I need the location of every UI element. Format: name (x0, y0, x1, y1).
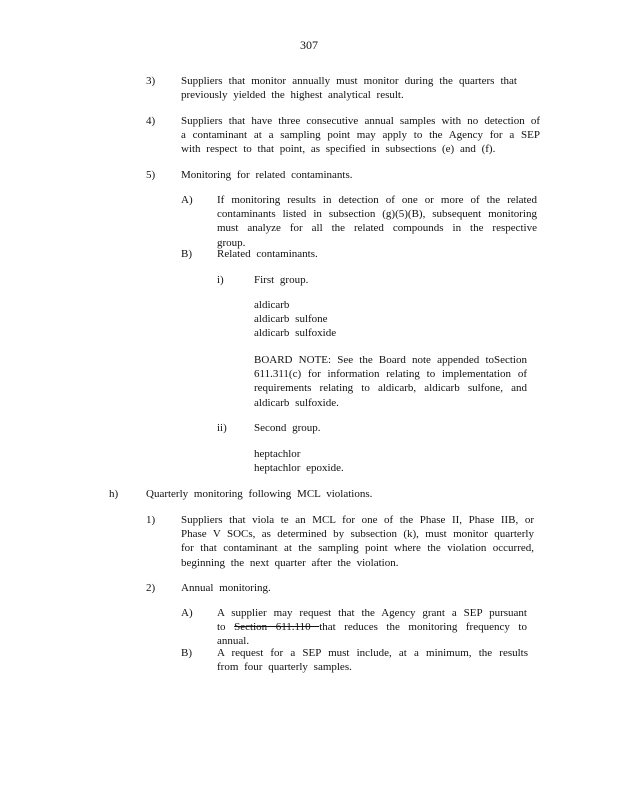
item-label: ii) (217, 422, 227, 434)
item-label: B) (181, 647, 192, 659)
chemical-list (254, 298, 537, 341)
item-label: 1) (146, 514, 156, 526)
item-text: Monitoring for related contaminants. (181, 169, 353, 181)
chemical-list (254, 447, 537, 475)
item-text (217, 606, 527, 649)
chemical-name: heptachlor epoxide. (254, 462, 344, 475)
page-number: 307 (300, 38, 318, 52)
item-text: Second group. (254, 422, 321, 434)
chemical-name: aldicarb (254, 299, 290, 311)
item-text: Annual monitoring. (181, 582, 271, 594)
item-text: Suppliers that monitor annually must monitor during the quarters that previously yielded the highest analytical result. (181, 75, 517, 102)
text-before: A supplier may request that the Agency grant a SEP pursuant to (217, 607, 527, 634)
item-text: Suppliers that viola te an MCL for one of the Phase II, Phase IIB, or Phase V SOCs, as determined by subsection (k), must monitor quarterly for that contaminant at the sampling point where the violation occurred, beginning the next quarter after the violation. (181, 514, 534, 569)
item-label: 3) (146, 75, 156, 87)
struck-reference: Section 611.110 (234, 621, 320, 634)
item-text: Suppliers that have three consecutive annual samples with no detection of a contaminant at a sampling point may apply to the Agency for a SEP with respect to that point, as specified in subsections (e) and (f). (181, 115, 540, 156)
text-after: that reduces the monitoring frequency to annual. (217, 621, 527, 648)
section-label: h) (109, 488, 119, 500)
item-label: A) (181, 607, 193, 619)
item-text: First group. (254, 274, 309, 286)
item-label: B) (181, 248, 192, 260)
item-label: 4) (146, 115, 156, 127)
item-label: 5) (146, 169, 156, 181)
board-note: BOARD NOTE: See the Board note appended toSection 611.311(c) for information relating to implementation of requirements relating to aldicarb, aldicarb sulfone, and aldicarb sulfoxide. (254, 354, 527, 409)
chemical-name: aldicarb sulfone (254, 313, 328, 326)
item-label: A) (181, 194, 193, 206)
chemical-name: aldicarb sulfoxide (254, 327, 337, 340)
item-text: A request for a SEP must include, at a minimum, the results from four quarterly samples. (217, 647, 528, 674)
item-label: 2) (146, 582, 156, 594)
item-text: If monitoring results in detection of one or more of the related contaminants listed in subsection (g)(5)(B), subsequent monitoring must analyze for all the related compounds in the respective group. (217, 194, 537, 249)
item-text: Related contaminants. (217, 248, 318, 260)
item-label: i) (217, 274, 224, 286)
section-heading: Quarterly monitoring following MCL violations. (146, 488, 373, 500)
chemical-name: heptachlor (254, 448, 301, 460)
